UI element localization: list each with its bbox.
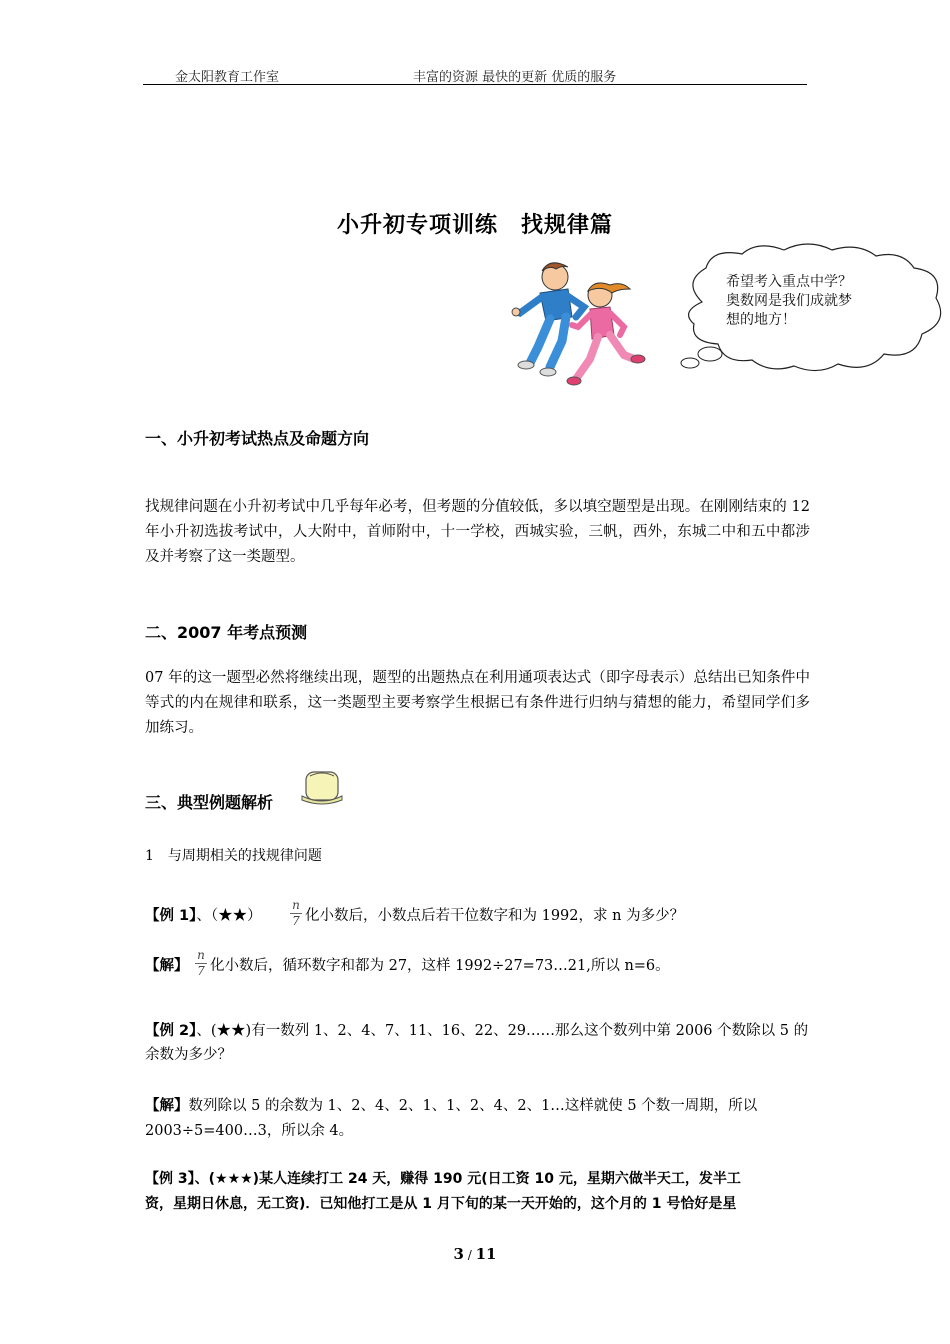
- example-1-label: 【例 1】: [145, 908, 197, 924]
- section-1-heading: 一、小升初考试热点及命题方向: [145, 429, 370, 448]
- example-3-text: 、(★★★)某人连续打工 24 天，赚得 190 元(日工资 10 元，星期六做半天工，发半工: [194, 1171, 741, 1187]
- example-1-prefix: 、（★★）: [196, 908, 262, 924]
- subsection-title: 1 与周期相关的找规律问题: [145, 848, 322, 864]
- example-2-line-2: 余数为多少？: [145, 1047, 232, 1063]
- fraction-denominator: 7: [292, 914, 300, 928]
- solution-1-text: 化小数后，循环数字和都为 27，这样 1992÷27=73…21,所以 n=6。: [210, 958, 670, 974]
- section-1-paragraph: 找规律问题在小升初考试中几乎每年必考，但考题的分值较低，多以填空题型是出现。在刚刚结束的 12 年小升初选拔考试中，人大附中，首师附中，十一学校，西城实验，三帆，西外，东城二中和五中都涉及并考察了这一类题型。: [145, 499, 810, 565]
- cloud-text: [726, 273, 901, 330]
- section-2-heading: 二、2007 年考点预测: [145, 623, 308, 642]
- example-3-line-1: [145, 1168, 741, 1188]
- header-left: 金太阳教育工作室: [175, 70, 280, 85]
- solution-2-label: 【解】: [145, 1098, 189, 1114]
- girl-figure: [567, 283, 645, 385]
- page-separator: /: [463, 1248, 476, 1262]
- solution-2-line-2: 2003÷5=400…3，所以余 4。: [145, 1123, 354, 1139]
- example-1-fraction: [290, 899, 302, 928]
- example-2-label: 【例 2】: [145, 1023, 197, 1039]
- fraction-denominator: 7: [197, 964, 205, 978]
- section-2-paragraph: 07 年的这一题型必然将继续出现，题型的出题热点在利用通项表达式（即字母表示）总结出已知条件中等式的内在规律和联系，这一类题型主要考察学生根据已有条件进行归纳与猜想的能力，希望同学们多加练习。: [145, 670, 810, 736]
- scroll-note-icon: [298, 766, 346, 806]
- header-right: 丰富的资源 最快的更新 优质的服务: [413, 70, 617, 85]
- cloud-line-3: 想的地方！: [726, 312, 796, 328]
- example-1: [145, 904, 262, 925]
- page-number: [0, 1245, 950, 1263]
- solution-1-fraction: [195, 949, 207, 978]
- running-kids-illustration: [510, 255, 650, 390]
- page-current: 3: [453, 1245, 464, 1263]
- example-2-line-1: [145, 1019, 808, 1040]
- boy-figure: [512, 263, 584, 376]
- solution-1-label: 【解】: [145, 958, 189, 974]
- cloud-line-2: 奥数网是我们成就梦: [726, 293, 852, 309]
- example-1-text: 化小数后，小数点后若干位数字和为 1992，求 n 为多少？: [305, 908, 685, 924]
- section-3-heading: 三、典型例题解析: [145, 793, 274, 812]
- fraction-numerator: n: [292, 898, 300, 912]
- fraction-numerator: n: [197, 948, 205, 962]
- example-3-label: 【例 3】: [145, 1171, 195, 1187]
- solution-2-text: 数列除以 5 的余数为 1、2、4、2、1、1、2、4、2、1…这样就使 5 个数一周期，所以: [188, 1098, 758, 1114]
- header-rule: [143, 84, 807, 85]
- cloud-line-1: 希望考入重点中学？: [726, 274, 852, 290]
- solution-2-line-1: [145, 1094, 757, 1115]
- example-3-line-2: 资，星期日休息，无工资)．已知他打工是从 1 月下旬的某一天开始的，这个月的 1 号恰好是星: [145, 1196, 737, 1212]
- example-2-text: 、(★★)有一数列 1、2、4、7、11、16、22、29……那么这个数列中第 2006 个数除以 5 的: [196, 1023, 809, 1039]
- page-total: 11: [475, 1245, 497, 1263]
- page-title: 小升初专项训练 找规律篇: [336, 213, 613, 238]
